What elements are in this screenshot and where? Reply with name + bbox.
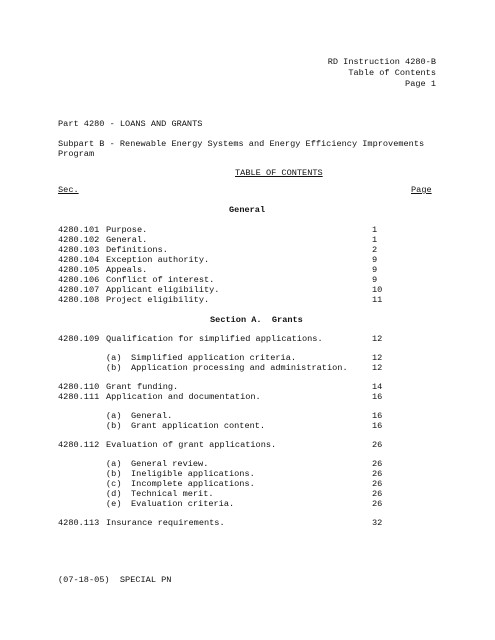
toc-entry-number: 4280.109 [58,334,100,344]
toc-entry-number: 4280.112 [58,440,100,450]
toc-entry-title: General. [106,235,148,245]
toc-entry-title: Applicant eligibility. [106,285,220,295]
toc-entry-page: 26 [372,440,383,450]
toc-subentry-title: Grant application content. [131,421,266,431]
toc-entry-page: 16 [372,392,383,402]
toc-entry-number: 4280.113 [58,518,100,528]
toc-subentry-letter: (e) [106,499,122,509]
toc-entry-number: 4280.110 [58,382,100,392]
toc-entry-title: Application and documentation. [106,392,261,402]
toc-subentry-title: Technical merit. [131,489,214,499]
toc-subentry-page: 16 [372,421,383,431]
general-heading: General [229,205,266,215]
toc-entry-page: 10 [372,285,383,295]
toc-subentry-page: 26 [372,459,383,469]
toc-subentry-letter: (a) [106,353,122,363]
toc-subentry-letter: (a) [106,459,122,469]
toc-subentry-page: 26 [372,469,383,479]
toc-entry-number: 4280.102 [58,235,100,245]
toc-entry-number: 4280.103 [58,245,100,255]
toc-subentry-title: Application processing and administration. [131,363,348,373]
toc-subentry-page: 26 [372,499,383,509]
toc-subentry-title: Evaluation criteria. [131,499,235,509]
toc-entry-title: Qualification for simplified applications. [106,334,323,344]
toc-subentry-title: General. [131,411,173,421]
toc-subentry-letter: (b) [106,469,122,479]
header-instruction-number: RD Instruction 4280-B [327,57,436,67]
toc-entry-page: 9 [372,275,378,285]
toc-entry-title: Project eligibility. [106,295,210,305]
toc-subentry-page: 26 [372,489,383,499]
toc-subentry-title: Ineligible applications. [131,469,255,479]
toc-subentry-letter: (d) [106,489,122,499]
footer-date-note: (07-18-05) SPECIAL PN [58,575,172,585]
toc-entry-number: 4280.106 [58,275,100,285]
column-header-page: Page [411,185,432,195]
toc-entry-page: 11 [372,295,383,305]
toc-heading: TABLE OF CONTENTS [235,168,323,178]
toc-entry-title: Definitions. [106,245,168,255]
toc-entry-title: Appeals. [106,265,148,275]
toc-subentry-title: Simplified application criteria. [131,353,297,363]
subpart-title-line2: Program [58,149,95,159]
toc-entry-page: 1 [372,225,378,235]
subpart-title-line1: Subpart B - Renewable Energy Systems and Energy Efficiency Improvements [58,139,425,149]
section-a-heading: Section A. Grants [210,315,303,325]
toc-entry-title: Evaluation of grant applications. [106,440,277,450]
toc-subentry-letter: (c) [106,479,122,489]
toc-subentry-title: Incomplete applications. [131,479,255,489]
part-title: Part 4280 - LOANS AND GRANTS [58,119,203,129]
toc-subentry-page: 12 [372,353,383,363]
header-page-number: Page 1 [405,79,436,89]
toc-entry-number: 4280.101 [58,225,100,235]
toc-entry-number: 4280.111 [58,392,100,402]
toc-entry-page: 9 [372,265,378,275]
toc-subentry-page: 16 [372,411,383,421]
toc-entry-page: 12 [372,334,383,344]
toc-entry-page: 2 [372,245,378,255]
toc-entry-page: 32 [372,518,383,528]
toc-entry-number: 4280.107 [58,285,100,295]
toc-entry-title: Exception authority. [106,255,210,265]
toc-entry-title: Grant funding. [106,382,179,392]
toc-subentry-title: General review. [131,459,209,469]
toc-entry-number: 4280.104 [58,255,100,265]
toc-entry-title: Purpose. [106,225,148,235]
toc-entry-page: 9 [372,255,378,265]
toc-entry-page: 14 [372,382,383,392]
column-header-sec: Sec. [58,185,79,195]
toc-entry-number: 4280.105 [58,265,100,275]
toc-subentry-page: 12 [372,363,383,373]
toc-entry-page: 1 [372,235,378,245]
toc-entry-title: Conflict of interest. [106,275,215,285]
toc-subentry-letter: (a) [106,411,122,421]
toc-entry-number: 4280.108 [58,295,100,305]
toc-subentry-page: 26 [372,479,383,489]
header-toc-label: Table of Contents [348,68,436,78]
toc-subentry-letter: (b) [106,421,122,431]
toc-subentry-letter: (b) [106,363,122,373]
toc-entry-title: Insurance requirements. [106,518,225,528]
